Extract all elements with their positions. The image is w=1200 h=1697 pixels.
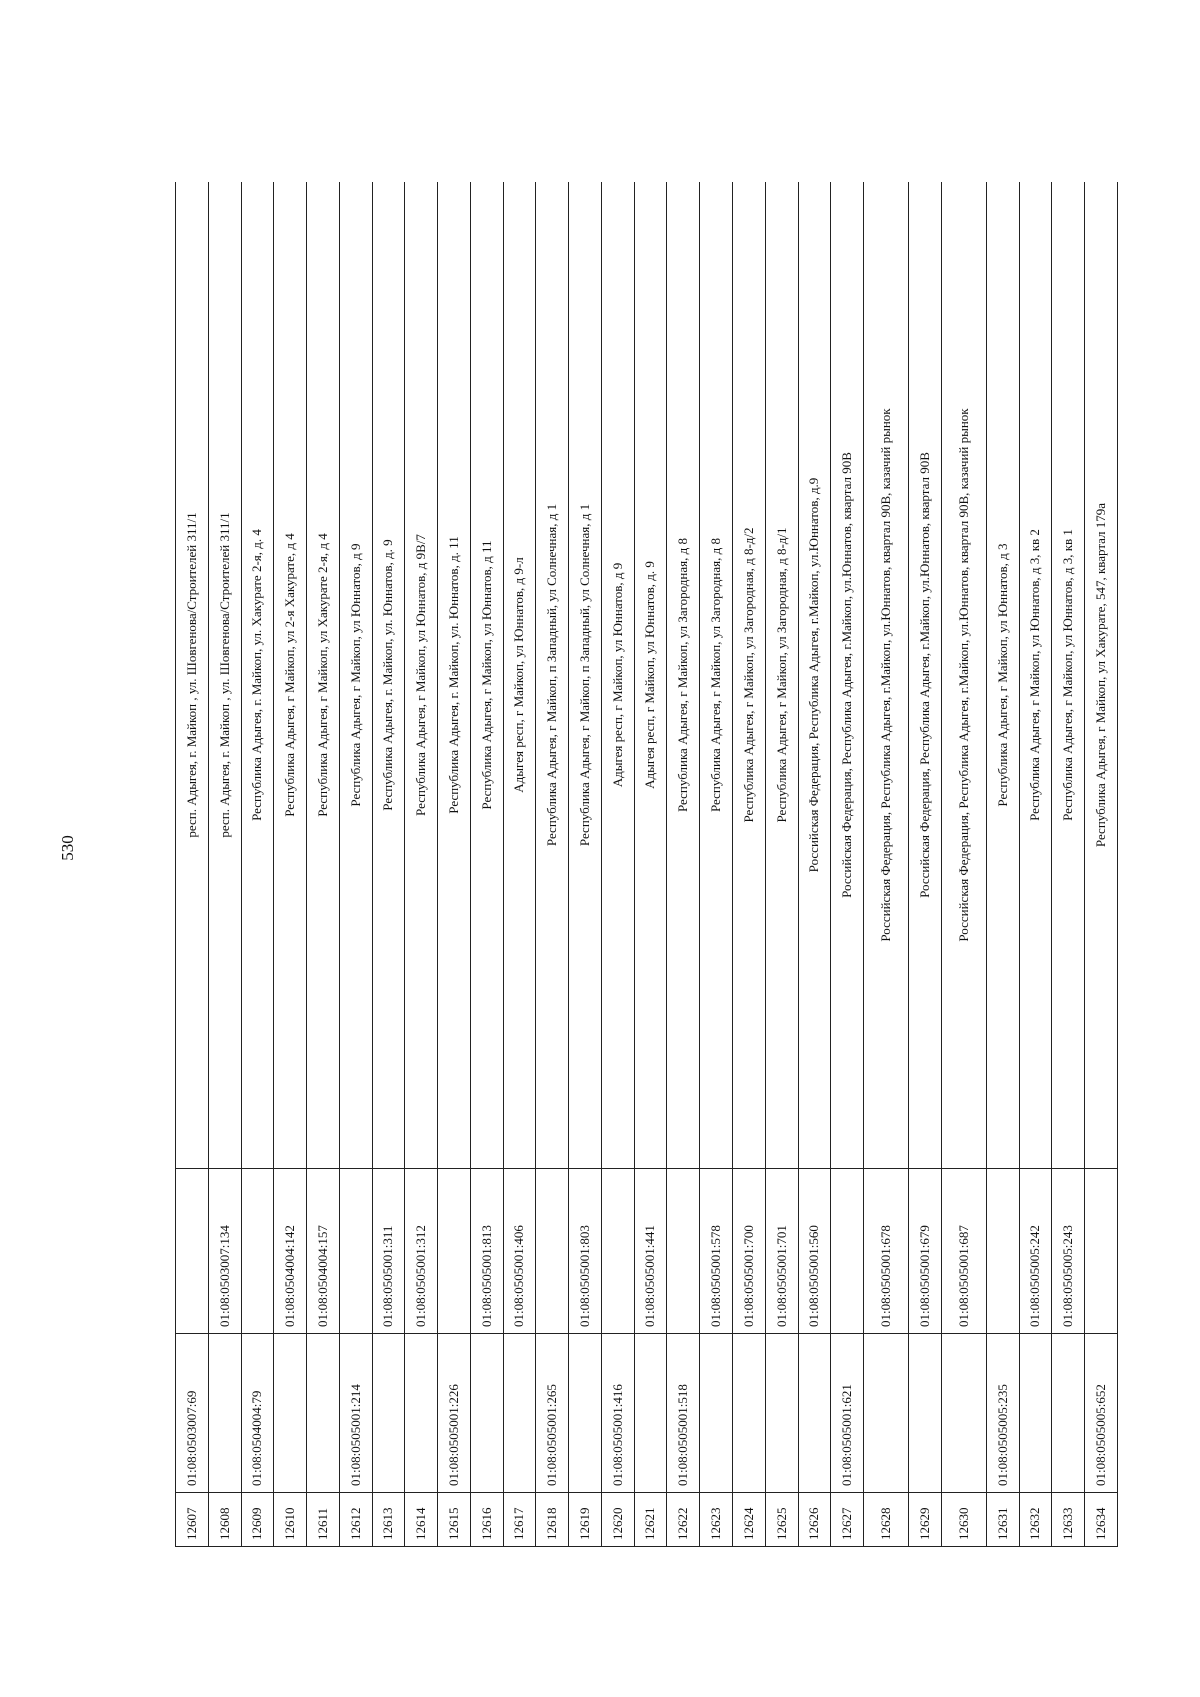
related-cadastral-number-cell bbox=[986, 1169, 1019, 1334]
cadastral-number-cell bbox=[307, 1334, 340, 1493]
page-number: 530 bbox=[58, 835, 77, 861]
row-number-cell: 12625 bbox=[765, 1493, 798, 1547]
cadastral-number-cell bbox=[733, 1334, 766, 1493]
table-row bbox=[601, 182, 634, 1547]
address-cell: Республика Адыгея, г. Майкоп, ул. Юннатов, д. 11 bbox=[438, 182, 471, 1169]
table-row bbox=[405, 182, 438, 1547]
row-number-cell: 12617 bbox=[503, 1493, 536, 1547]
row-number-cell: 12620 bbox=[601, 1493, 634, 1547]
cadastral-number-cell bbox=[909, 1334, 942, 1493]
address-cell: Республика Адыгея, г. Майкоп, ул. Хакурате 2-я, д. 4 bbox=[241, 182, 274, 1169]
table-row bbox=[733, 182, 766, 1547]
row-number-cell: 12618 bbox=[536, 1493, 569, 1547]
row-number-cell: 12633 bbox=[1052, 1493, 1085, 1547]
table-row bbox=[634, 182, 667, 1547]
row-number-cell: 12612 bbox=[339, 1493, 372, 1547]
address-cell: Республика Адыгея, г Майкоп, п Западный, ул Солнечная, д 1 bbox=[536, 182, 569, 1169]
table-frame bbox=[175, 182, 1118, 1547]
cadastral-number-cell: 01:08:0503007:69 bbox=[176, 1334, 209, 1493]
related-cadastral-number-cell: 01:08:0505001:311 bbox=[372, 1169, 405, 1334]
row-number-cell: 12630 bbox=[941, 1493, 986, 1547]
address-cell: Республика Адыгея, г Майкоп, ул Загородная, д 8-д/1 bbox=[765, 182, 798, 1169]
address-cell: Адыгея респ, г Майкоп, ул Юннатов, д 9 bbox=[601, 182, 634, 1169]
table-row bbox=[339, 182, 372, 1547]
row-number-cell: 12611 bbox=[307, 1493, 340, 1547]
cadastral-number-cell bbox=[372, 1334, 405, 1493]
cadastral-number-cell: 01:08:0505001:621 bbox=[831, 1334, 864, 1493]
row-number-cell: 12609 bbox=[241, 1493, 274, 1547]
table-row bbox=[667, 182, 700, 1547]
cadastral-number-cell bbox=[864, 1334, 909, 1493]
address-cell: Республика Адыгея, г Майкоп, ул 2-я Хакурате, д 4 bbox=[274, 182, 307, 1169]
table-row bbox=[372, 182, 405, 1547]
related-cadastral-number-cell: 01:08:0505001:687 bbox=[941, 1169, 986, 1334]
table-row bbox=[438, 182, 471, 1547]
table-row bbox=[176, 182, 209, 1547]
address-cell: Республика Адыгея, г Майкоп, ул Хакурате, 547, квартал 179а bbox=[1085, 182, 1118, 1169]
cadastral-number-cell: 01:08:0505001:518 bbox=[667, 1334, 700, 1493]
address-cell: Республика Адыгея, г Майкоп, ул Загородная, д 8 bbox=[667, 182, 700, 1169]
related-cadastral-number-cell: 01:08:0504004:157 bbox=[307, 1169, 340, 1334]
cadastral-number-cell: 01:08:0505005:235 bbox=[986, 1334, 1019, 1493]
row-number-cell: 12624 bbox=[733, 1493, 766, 1547]
cadastral-number-cell bbox=[700, 1334, 733, 1493]
address-cell: Республика Адыгея, г Майкоп, ул Юннатов, д 3 bbox=[986, 182, 1019, 1169]
row-number-cell: 12615 bbox=[438, 1493, 471, 1547]
table-row bbox=[765, 182, 798, 1547]
row-number-cell: 12623 bbox=[700, 1493, 733, 1547]
address-cell: Республика Адыгея, г Майкоп, ул Юннатов, д 3, кв 1 bbox=[1052, 182, 1085, 1169]
table-row bbox=[986, 182, 1019, 1547]
related-cadastral-number-cell: 01:08:0505001:312 bbox=[405, 1169, 438, 1334]
address-cell: Адыгея респ, г Майкоп, ул Юннатов, д 9-л bbox=[503, 182, 536, 1169]
address-cell: респ. Адыгея, г. Майкоп , ул. Шовгенова/Строителей 311/1 bbox=[208, 182, 241, 1169]
cadastral-number-cell bbox=[1052, 1334, 1085, 1493]
address-cell: Адыгея респ, г Майкоп, ул Юннатов, д. 9 bbox=[634, 182, 667, 1169]
cadastral-number-cell bbox=[798, 1334, 831, 1493]
related-cadastral-number-cell: 01:08:0505001:700 bbox=[733, 1169, 766, 1334]
related-cadastral-number-cell bbox=[601, 1169, 634, 1334]
address-cell: Республика Адыгея, г Майкоп, ул Загородная, д 8 bbox=[700, 182, 733, 1169]
cadastral-number-cell bbox=[634, 1334, 667, 1493]
cadastral-number-cell: 01:08:0505001:214 bbox=[339, 1334, 372, 1493]
table-row bbox=[1019, 182, 1052, 1547]
related-cadastral-number-cell: 01:08:0505005:242 bbox=[1019, 1169, 1052, 1334]
address-cell: Республика Адыгея, г Майкоп, ул Хакурате 2-я, д 4 bbox=[307, 182, 340, 1169]
cadastral-number-cell: 01:08:0505001:265 bbox=[536, 1334, 569, 1493]
related-cadastral-number-cell: 01:08:0505001:679 bbox=[909, 1169, 942, 1334]
table-row bbox=[909, 182, 942, 1547]
table-row bbox=[941, 182, 986, 1547]
cadastral-number-cell bbox=[765, 1334, 798, 1493]
row-number-cell: 12626 bbox=[798, 1493, 831, 1547]
table-row bbox=[864, 182, 909, 1547]
cadastral-number-cell bbox=[1019, 1334, 1052, 1493]
row-number-cell: 12610 bbox=[274, 1493, 307, 1547]
address-cell: Российская Федерация, Республика Адыгея, г.Майкоп, ул.Юннатов, квартал 90В, казачий рынок bbox=[864, 182, 909, 1169]
row-number-cell: 12614 bbox=[405, 1493, 438, 1547]
table-row bbox=[569, 182, 602, 1547]
table-row bbox=[470, 182, 503, 1547]
registry-table bbox=[175, 182, 1118, 1547]
cadastral-number-cell: 01:08:0505001:416 bbox=[601, 1334, 634, 1493]
row-number-cell: 12629 bbox=[909, 1493, 942, 1547]
related-cadastral-number-cell: 01:08:0505001:701 bbox=[765, 1169, 798, 1334]
table-row bbox=[831, 182, 864, 1547]
row-number-cell: 12619 bbox=[569, 1493, 602, 1547]
related-cadastral-number-cell: 01:08:0503007:134 bbox=[208, 1169, 241, 1334]
related-cadastral-number-cell bbox=[241, 1169, 274, 1334]
row-number-cell: 12621 bbox=[634, 1493, 667, 1547]
rotated-table-wrapper bbox=[175, 182, 1118, 1547]
row-number-cell: 12627 bbox=[831, 1493, 864, 1547]
row-number-cell: 12634 bbox=[1085, 1493, 1118, 1547]
related-cadastral-number-cell: 01:08:0505001:441 bbox=[634, 1169, 667, 1334]
row-number-cell: 12613 bbox=[372, 1493, 405, 1547]
table-row bbox=[1052, 182, 1085, 1547]
address-cell: Республика Адыгея, г Майкоп, ул Юннатов, д 3, кв 2 bbox=[1019, 182, 1052, 1169]
related-cadastral-number-cell bbox=[667, 1169, 700, 1334]
related-cadastral-number-cell bbox=[339, 1169, 372, 1334]
related-cadastral-number-cell bbox=[438, 1169, 471, 1334]
cadastral-number-cell bbox=[208, 1334, 241, 1493]
address-cell: Российская Федерация, Республика Адыгея, г.Майкоп, ул.Юннатов, д.9 bbox=[798, 182, 831, 1169]
address-cell: Республика Адыгея, г Майкоп, ул Загородная, д 8-д/2 bbox=[733, 182, 766, 1169]
related-cadastral-number-cell: 01:08:0505001:406 bbox=[503, 1169, 536, 1334]
cadastral-number-cell: 01:08:0505005:652 bbox=[1085, 1334, 1118, 1493]
row-number-cell: 12622 bbox=[667, 1493, 700, 1547]
table-row bbox=[208, 182, 241, 1547]
registry-table-body bbox=[176, 182, 1118, 1547]
row-number-cell: 12628 bbox=[864, 1493, 909, 1547]
related-cadastral-number-cell: 01:08:0504004:142 bbox=[274, 1169, 307, 1334]
row-number-cell: 12631 bbox=[986, 1493, 1019, 1547]
address-cell: Республика Адыгея, г Майкоп, ул Юннатов, д 11 bbox=[470, 182, 503, 1169]
related-cadastral-number-cell bbox=[176, 1169, 209, 1334]
cadastral-number-cell: 01:08:0504004:79 bbox=[241, 1334, 274, 1493]
related-cadastral-number-cell: 01:08:0505001:813 bbox=[470, 1169, 503, 1334]
table-row bbox=[503, 182, 536, 1547]
cadastral-number-cell bbox=[405, 1334, 438, 1493]
related-cadastral-number-cell: 01:08:0505001:678 bbox=[864, 1169, 909, 1334]
cadastral-number-cell bbox=[470, 1334, 503, 1493]
cadastral-number-cell bbox=[503, 1334, 536, 1493]
address-cell: Российская Федерация, Республика Адыгея, г.Майкоп, ул.Юннатов, квартал 90В, казачий рынок bbox=[941, 182, 986, 1169]
address-cell: Республика Адыгея, г Майкоп, п Западный, ул Солнечная, д 1 bbox=[569, 182, 602, 1169]
related-cadastral-number-cell bbox=[1085, 1169, 1118, 1334]
address-cell: Республика Адыгея, г Майкоп, ул Юннатов, д 9 bbox=[339, 182, 372, 1169]
cadastral-number-cell bbox=[941, 1334, 986, 1493]
table-row bbox=[700, 182, 733, 1547]
related-cadastral-number-cell: 01:08:0505005:243 bbox=[1052, 1169, 1085, 1334]
address-cell: респ. Адыгея, г. Майкоп , ул. Шовгенова/Строителей 311/1 bbox=[176, 182, 209, 1169]
row-number-cell: 12607 bbox=[176, 1493, 209, 1547]
cadastral-number-cell bbox=[569, 1334, 602, 1493]
table-row bbox=[307, 182, 340, 1547]
row-number-cell: 12616 bbox=[470, 1493, 503, 1547]
table-row bbox=[536, 182, 569, 1547]
related-cadastral-number-cell bbox=[831, 1169, 864, 1334]
cadastral-number-cell bbox=[274, 1334, 307, 1493]
table-row bbox=[274, 182, 307, 1547]
row-number-cell: 12608 bbox=[208, 1493, 241, 1547]
address-cell: Российская Федерация, Республика Адыгея, г.Майкоп, ул.Юннатов, квартал 90В bbox=[831, 182, 864, 1169]
table-row bbox=[1085, 182, 1118, 1547]
table-row bbox=[241, 182, 274, 1547]
row-number-cell: 12632 bbox=[1019, 1493, 1052, 1547]
related-cadastral-number-cell: 01:08:0505001:560 bbox=[798, 1169, 831, 1334]
address-cell: Российская Федерация, Республика Адыгея, г.Майкоп, ул.Юннатов, квартал 90В bbox=[909, 182, 942, 1169]
address-cell: Республика Адыгея, г Майкоп, ул Юннатов, д 9В/7 bbox=[405, 182, 438, 1169]
related-cadastral-number-cell: 01:08:0505001:803 bbox=[569, 1169, 602, 1334]
table-row bbox=[798, 182, 831, 1547]
address-cell: Республика Адыгея, г. Майкоп, ул. Юннатов, д. 9 bbox=[372, 182, 405, 1169]
related-cadastral-number-cell bbox=[536, 1169, 569, 1334]
related-cadastral-number-cell: 01:08:0505001:578 bbox=[700, 1169, 733, 1334]
cadastral-number-cell: 01:08:0505001:226 bbox=[438, 1334, 471, 1493]
